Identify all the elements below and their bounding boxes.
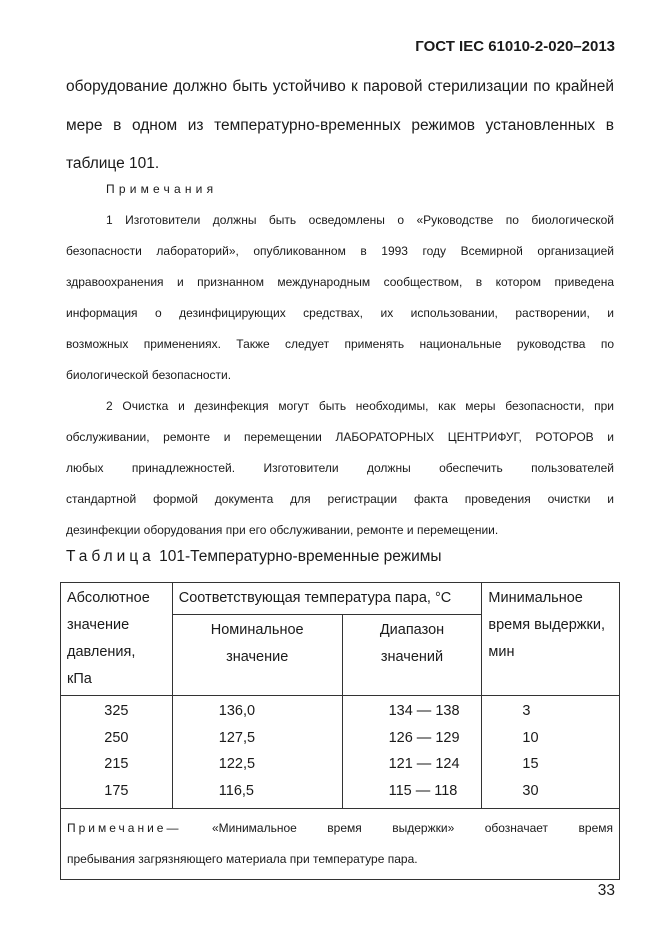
header-text: Минимальное [488,590,583,606]
header-text: значение [67,617,130,633]
note-1 [66,205,614,391]
cell-nominal: 136,0 [172,696,342,725]
table-caption [66,548,442,566]
note-line: 1 Изготовители должны быть осведомлены о «Руководстве по биологической [106,213,614,227]
header-text: время выдержки, [488,617,605,633]
cell-time: 10 [482,725,620,752]
note-line: дезинфекции оборудования при его обслуживании, ремонте и перемещении. [66,523,499,537]
table-caption-word: Таблица [66,548,155,565]
header-min-time [482,583,620,696]
page-number: 33 [597,882,615,899]
header-text: Номинальное [210,622,304,638]
document-code-header: ГОСТ IEC 61010-2-020–2013 [415,38,615,55]
header-text: значений [380,649,444,665]
header-nominal [172,615,342,696]
note-2 [66,391,614,546]
note-line: возможных применениях. Также следует применять национальные руководства по [66,337,614,351]
note-line: безопасности лабораторий», опубликованном в 1993 году Всемирной организацией [66,244,614,258]
cell-pressure: 175 [61,778,173,809]
cell-pressure: 215 [61,751,173,778]
header-text: значение [226,649,289,665]
intro-line: таблице 101. [66,155,160,172]
cell-pressure: 250 [61,725,173,752]
table-note-text: «Минимальное время выдержки» обозначает время [211,821,613,835]
cell-pressure: 325 [61,696,173,725]
cell-range: 121 — 124 [342,751,482,778]
note-line: здравоохранения и признанном международным сообществом, в котором приведена [66,275,614,289]
table-note-line: пребывания загрязняющего материала при температуре пара. [67,852,418,866]
note-line: любых принадлежностей. Изготовители должны обеспечить пользователей [66,461,614,475]
header-text: Диапазон [379,622,445,638]
table-row [61,778,620,809]
table-row [61,696,620,725]
table-note-row [61,809,620,880]
intro-paragraph [66,68,614,184]
note-line: обслуживании, ремонте и перемещении ЛАБОРАТОРНЫХ ЦЕНТРИФУГ, РОТОРОВ и [66,430,614,444]
table-row [61,751,620,778]
table-note-line [67,813,613,844]
cell-range: 134 — 138 [342,696,482,725]
cell-range: 115 — 118 [342,778,482,809]
note-line: информация о дезинфицирующих средствах, их использовании, растворении, и [66,306,614,320]
note-line: биологической безопасности. [66,368,232,382]
header-text: мин [488,644,515,660]
cell-time: 3 [482,696,620,725]
table-caption-text: 101-Температурно-временные режимы [159,548,442,565]
cell-nominal: 116,5 [172,778,342,809]
note-line: 2 Очистка и дезинфекция могут быть необходимы, как меры безопасности, при [106,399,614,413]
table-note [61,809,620,880]
intro-line: оборудование должно быть устойчиво к паровой стерилизации по крайней [66,78,614,95]
header-pressure [61,583,173,696]
table-row [61,725,620,752]
header-range [342,615,482,696]
steam-sterilization-table [60,582,620,880]
notes-title: Примечания [106,182,218,196]
intro-line: мере в одном из температурно-временных режимов установленных в [66,116,614,134]
header-temperature: Соответствующая температура пара, °C [172,583,482,615]
header-text: кПа [67,671,92,687]
cell-nominal: 122,5 [172,751,342,778]
cell-time: 30 [482,778,620,809]
note-line: стандартной формой документа для регистрации факта проведения очистки и [66,492,614,506]
cell-range: 126 — 129 [342,725,482,752]
header-text: давления, [67,644,136,660]
header-text: Абсолютное [67,590,150,606]
cell-time: 15 [482,751,620,778]
cell-nominal: 127,5 [172,725,342,752]
table-note-label: Примечание— [67,821,182,835]
